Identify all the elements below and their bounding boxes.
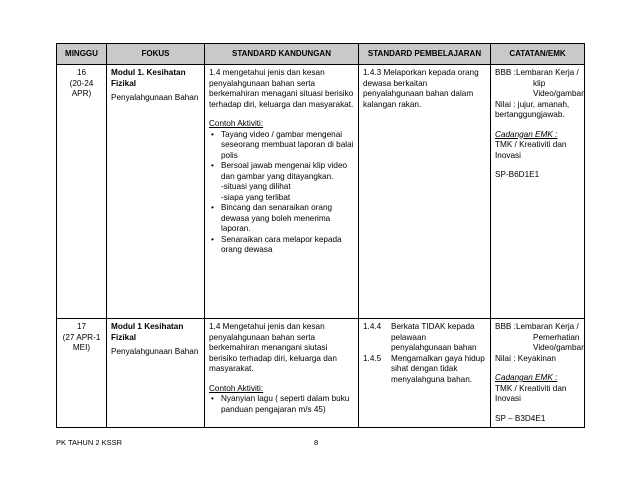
pembelajaran-cell [359, 65, 491, 319]
list-subitem: -situasi yang dilihat [221, 182, 291, 191]
bbb-text: Lembaran Kerja / [515, 68, 579, 77]
cadangan-emk-label: Cadangan EMK : [495, 129, 558, 139]
fokus-cell [107, 319, 205, 428]
table-row [57, 319, 585, 428]
fokus-title: Modul 1 Kesihatan Fizikal [111, 322, 184, 342]
table-header-row [57, 44, 585, 65]
week-date-start: (27 APR-1 [62, 332, 101, 342]
sp-code: SP-B6D1E1 [495, 170, 540, 179]
pembelajaran-text: Berkata TIDAK kepada pelawaan penyalahgunaan bahan [391, 322, 477, 352]
week-cell [57, 319, 107, 428]
bbb-text-cont: Video/gambar [533, 343, 584, 352]
kandungan-cell [205, 319, 359, 428]
fokus-topic: Penyalahgunaan Bahan [111, 93, 199, 102]
header-standard-pembelajaran: STANDARD PEMBELAJARAN [359, 44, 491, 65]
kandungan-text: 1.4 mengetahui jenis dan kesan penyalahgunaan bahan serta berkemahiran menagani situasi berisiko terhadap diri, keluarga dan masyarakat. [209, 68, 354, 109]
list-item: • Senaraikan cara melapor kepada orang dewasa [209, 235, 354, 256]
nilai-text: Nilai : Keyakinan [495, 353, 556, 363]
catatan-cell [491, 65, 585, 319]
week-date-start: (20-24 [69, 78, 94, 88]
list-item: • Nyanyian lagu ( seperti dalam buku panduan pengajaran m/s 45) [209, 394, 354, 415]
fokus-cell [107, 65, 205, 319]
pembelajaran-text: 1.4.3 Melaporkan kepada orang dewasa berkaitan penyalahgunaan bahan dalam kalangan rakan. [363, 68, 479, 109]
bbb-label: BBB : [495, 322, 516, 331]
week-date-end: MEI) [72, 343, 91, 353]
sp-code: SP – B3D4E1 [495, 413, 546, 423]
fokus-title: Modul 1. Kesihatan Fizikal [111, 68, 186, 88]
pembelajaran-cell [359, 319, 491, 428]
week-number: 16 [76, 68, 87, 77]
week-date-end: APR) [71, 89, 92, 99]
lesson-plan-table [56, 43, 585, 428]
list-item [209, 161, 354, 203]
footer-title: PK TAHUN 2 KSSR [56, 438, 122, 447]
fokus-topic: Penyalahgunaan Bahan [111, 347, 199, 356]
bbb-text-cont: Pemerhatian [533, 332, 580, 342]
header-fokus: FOKUS [107, 44, 205, 65]
aktiviti-label: Contoh Aktiviti: [209, 383, 264, 393]
cadangan-emk-label: Cadangan EMK : [495, 373, 558, 382]
tmk-text: TMK / Kreativiti dan Inovasi [495, 140, 567, 160]
bbb-label: BBB : [495, 68, 516, 77]
pembelajaran-code: 1.4.5 [363, 353, 382, 363]
week-cell [57, 65, 107, 319]
bbb-text-cont: klip Video/gambar [533, 78, 584, 98]
kandungan-text: 1.4 Mengetahui jenis dan kesan penyalahgunaan bahan serta berkemahiran menangani siutasi berisiko terhadap diri, keluarga dan masyarakat. [209, 322, 337, 373]
pembelajaran-text: Mengamalkan gaya hidup sihat dengan tidak menyalahguna bahan. [391, 353, 485, 384]
nilai-text: Nilai : jujur, amanah, bertanggungjawab. [495, 99, 570, 119]
list-item-text: • Bersoal jawab mengenai klip video dan gambar yang ditayangkan. [221, 161, 348, 181]
header-standard-kandungan: STANDARD KANDUNGAN [205, 44, 359, 65]
aktiviti-list [209, 394, 354, 415]
bbb-text: Lembaran Kerja / [515, 322, 579, 331]
catatan-cell [491, 319, 585, 428]
header-catatan-emk: CATATAN/EMK [491, 44, 585, 65]
list-item: • Bincang dan senaraikan orang dewasa yang boleh menerima laporan. [209, 203, 354, 235]
aktiviti-list [209, 130, 354, 256]
list-item: • Tayang video / gambar mengenai seseorang membuat laporan di balai polis [209, 130, 354, 162]
aktiviti-label: Contoh Aktiviti: [209, 119, 264, 128]
page-number: 8 [314, 438, 319, 447]
tmk-text: TMK / Kreativiti dan Inovasi [495, 383, 567, 403]
list-subitem: -siapa yang terlibat [221, 192, 291, 202]
pembelajaran-item [363, 354, 486, 386]
pembelajaran-item [363, 322, 486, 354]
bbb-line [495, 322, 580, 333]
bbb-line [495, 68, 580, 79]
pembelajaran-code: 1.4.4 [363, 322, 382, 331]
week-number: 17 [76, 322, 87, 331]
header-minggu: MINGGU [57, 44, 107, 65]
table-row [57, 65, 585, 319]
kandungan-cell [205, 65, 359, 319]
